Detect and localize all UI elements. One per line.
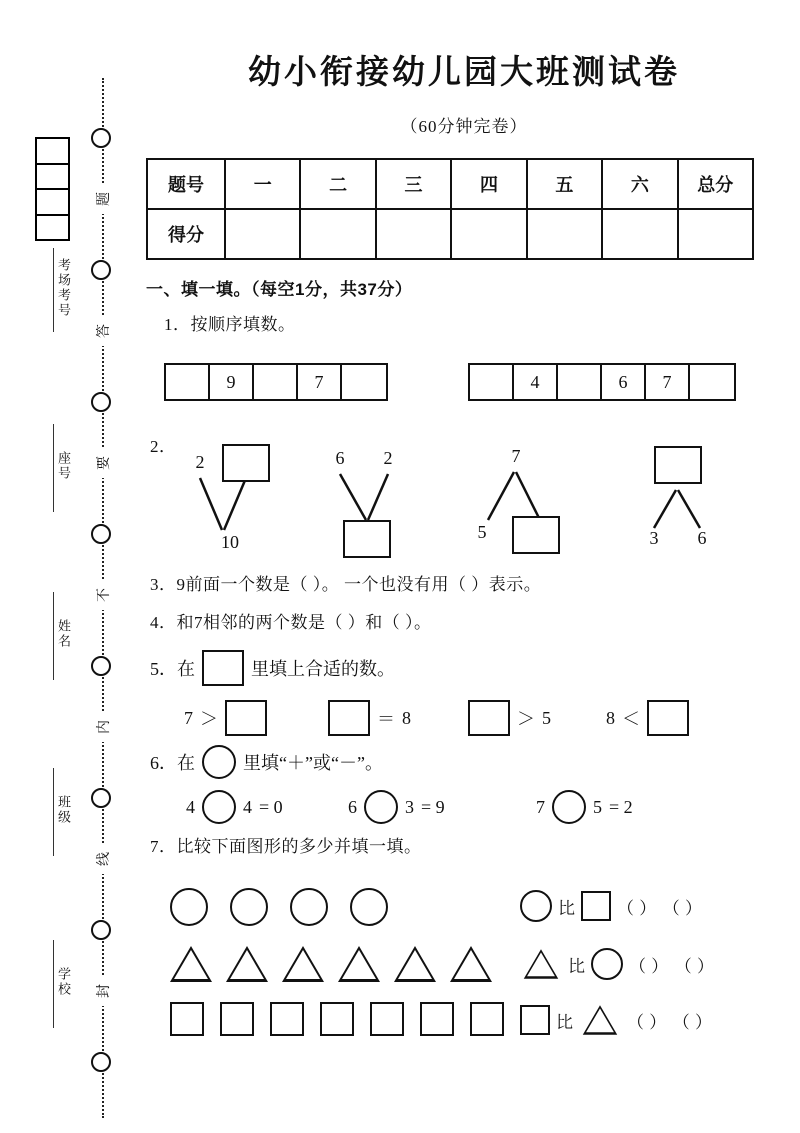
table-row bbox=[147, 159, 753, 209]
square-shape bbox=[370, 1002, 404, 1036]
number-cell[interactable]: 7 bbox=[646, 365, 690, 399]
seal-char: 要 bbox=[90, 448, 116, 478]
score-table-col-6: 六 bbox=[602, 159, 677, 209]
field-exam-number[interactable] bbox=[47, 248, 73, 332]
q5-expr2-right: 8 bbox=[402, 707, 411, 728]
seal-ring bbox=[91, 524, 111, 544]
page-subtitle: （60分钟完卷） bbox=[400, 117, 528, 136]
shape-row-circles bbox=[170, 888, 388, 926]
score-row-label: 得分 bbox=[147, 209, 225, 259]
question-6-sample-circle bbox=[202, 745, 236, 779]
comparison-1-word: 比 bbox=[558, 898, 575, 918]
q6-expression-3 bbox=[536, 790, 633, 824]
field-school-rule bbox=[53, 940, 54, 1028]
field-class[interactable] bbox=[47, 768, 73, 856]
q5-expr4-blank[interactable] bbox=[647, 700, 689, 736]
table-row bbox=[147, 209, 753, 259]
comparison-3-blank-2[interactable]: （ ） bbox=[672, 1012, 713, 1032]
question-7-text: 7．比较下面图形的多少并填一填。 bbox=[150, 837, 422, 856]
bond-top-left-value: 2 bbox=[195, 452, 205, 472]
field-exam-number-label: 考场考号 bbox=[56, 258, 71, 318]
comparison-2-word: 比 bbox=[568, 956, 585, 976]
question-2-text: 2． bbox=[150, 437, 177, 456]
q5-expr3-blank[interactable] bbox=[468, 700, 510, 736]
triangle-shape bbox=[226, 946, 268, 982]
score-cell[interactable] bbox=[300, 209, 375, 259]
number-cell[interactable] bbox=[690, 365, 734, 399]
q6-expr3-operator-blank[interactable] bbox=[552, 790, 586, 824]
score-table-col-2: 二 bbox=[300, 159, 375, 209]
q5-expr1-operator: ＞ bbox=[200, 709, 218, 729]
exam-number-grid[interactable] bbox=[35, 137, 70, 241]
q5-expr4-left: 8 bbox=[606, 707, 615, 728]
score-table-col-1: 一 bbox=[225, 159, 300, 209]
q5-expr2-operator: ＝ bbox=[377, 709, 395, 729]
bond-bottom-blank[interactable] bbox=[343, 520, 391, 558]
q6-expr1-a: 4 bbox=[186, 796, 195, 817]
q6-expr1-operator-blank[interactable] bbox=[202, 790, 236, 824]
q5-expr3-right: 5 bbox=[542, 707, 551, 728]
square-shape bbox=[170, 1002, 204, 1036]
circle-shape bbox=[350, 888, 388, 926]
q5-expression-4 bbox=[606, 700, 689, 736]
score-table bbox=[146, 158, 754, 260]
triangle-shape bbox=[583, 1005, 617, 1035]
question-3-text: 3．9前面一个数是（ ）。 一个也没有用（ ）表示。 bbox=[150, 575, 542, 594]
seal-ring bbox=[91, 392, 111, 412]
field-school-label: 学校 bbox=[56, 967, 71, 997]
number-bond-4 bbox=[628, 440, 778, 558]
seal-char: 内 bbox=[90, 712, 116, 742]
score-table-header-label: 题号 bbox=[147, 159, 225, 209]
score-table-col-5: 五 bbox=[527, 159, 602, 209]
triangle-shape bbox=[450, 946, 492, 982]
exam-number-cell[interactable] bbox=[37, 165, 68, 191]
q5-expression-3 bbox=[468, 700, 551, 736]
question-6-text bbox=[150, 745, 383, 779]
comparison-3-blank-1[interactable]: （ ） bbox=[627, 1012, 667, 1032]
field-student-name-label: 姓名 bbox=[56, 619, 71, 649]
field-school[interactable] bbox=[47, 940, 73, 1028]
comparison-1-blank-1[interactable]: （ ） bbox=[617, 898, 657, 918]
bond-bottom-value: 10 bbox=[221, 532, 239, 552]
number-bond-3 bbox=[468, 440, 618, 558]
number-cell[interactable] bbox=[558, 365, 602, 399]
square-shape bbox=[470, 1002, 504, 1036]
score-table-col-4: 四 bbox=[451, 159, 526, 209]
number-cell[interactable]: 7 bbox=[298, 365, 342, 399]
seal-margin bbox=[0, 0, 128, 1133]
question-5-sample-box bbox=[202, 650, 244, 686]
seal-ring bbox=[91, 788, 111, 808]
exam-number-cell[interactable] bbox=[37, 190, 68, 216]
seal-char: 封 bbox=[90, 976, 116, 1006]
square-shape bbox=[520, 1005, 550, 1035]
q5-expr1-left: 7 bbox=[184, 707, 193, 728]
triangle-shape bbox=[282, 946, 324, 982]
square-shape bbox=[420, 1002, 454, 1036]
q6-expr2-operator-blank[interactable] bbox=[364, 790, 398, 824]
q6-expr1-result: = 0 bbox=[259, 796, 283, 817]
field-class-rule bbox=[53, 768, 54, 856]
bond-bottom-right-blank[interactable] bbox=[512, 516, 560, 554]
seal-char: 不 bbox=[90, 580, 116, 610]
circle-shape bbox=[520, 890, 552, 922]
number-cell[interactable] bbox=[342, 365, 386, 399]
circle-shape bbox=[290, 888, 328, 926]
number-strip-left[interactable] bbox=[164, 363, 388, 401]
question-6-text-after: 里填“＋”或“－”。 bbox=[243, 753, 383, 773]
triangle-shape bbox=[524, 949, 558, 979]
q5-expr2-blank[interactable] bbox=[328, 700, 370, 736]
question-6-text-before: 6．在 bbox=[150, 753, 195, 773]
bond-top-value: 7 bbox=[511, 446, 521, 466]
score-table-col-3: 三 bbox=[376, 159, 451, 209]
score-cell[interactable] bbox=[225, 209, 300, 259]
seal-ring bbox=[91, 260, 111, 280]
number-cell[interactable]: 9 bbox=[210, 365, 254, 399]
seal-ring bbox=[91, 920, 111, 940]
comparison-row-3 bbox=[520, 1002, 713, 1038]
comparison-3-word: 比 bbox=[556, 1012, 573, 1032]
question-5-text bbox=[150, 650, 395, 686]
score-cell[interactable] bbox=[451, 209, 526, 259]
comparison-row-2 bbox=[520, 946, 715, 982]
field-student-name-rule bbox=[53, 592, 54, 680]
seal-line bbox=[88, 78, 118, 1118]
q6-expr2-a: 6 bbox=[348, 796, 357, 817]
field-class-label: 班级 bbox=[56, 795, 71, 825]
field-seat-number[interactable] bbox=[47, 424, 73, 512]
q6-expr2-b: 3 bbox=[405, 796, 414, 817]
exam-number-cell[interactable] bbox=[37, 216, 68, 240]
seal-char: 答 bbox=[90, 316, 116, 346]
q5-expr1-blank[interactable] bbox=[225, 700, 267, 736]
seal-char: 线 bbox=[90, 844, 116, 874]
q6-expr2-result: = 9 bbox=[421, 796, 445, 817]
circle-shape bbox=[230, 888, 268, 926]
triangle-shape bbox=[170, 946, 212, 982]
seal-ring bbox=[91, 656, 111, 676]
number-cell[interactable]: 4 bbox=[514, 365, 558, 399]
bond-bottom-right-value: 6 bbox=[697, 528, 707, 548]
bond-bottom-left-value: 5 bbox=[477, 522, 487, 542]
test-paper-sheet bbox=[128, 0, 800, 1133]
score-cell[interactable] bbox=[376, 209, 451, 259]
question-4-text: 4．和7相邻的两个数是（ ）和（ ）。 bbox=[150, 613, 432, 632]
triangle-shape bbox=[394, 946, 436, 982]
q5-expr3-operator: ＞ bbox=[517, 709, 535, 729]
score-cell[interactable] bbox=[678, 209, 753, 259]
seal-ring bbox=[91, 128, 111, 148]
number-cell[interactable] bbox=[166, 365, 210, 399]
shape-row-squares bbox=[170, 1002, 504, 1036]
square-shape bbox=[581, 891, 611, 921]
shape-row-triangles bbox=[170, 946, 492, 982]
comparison-row-1 bbox=[520, 890, 703, 922]
circle-shape bbox=[591, 948, 623, 980]
q6-expr1-b: 4 bbox=[243, 796, 252, 817]
q6-expression-2 bbox=[348, 790, 445, 824]
score-cell[interactable] bbox=[527, 209, 602, 259]
score-table-col-total: 总分 bbox=[678, 159, 753, 209]
score-cell[interactable] bbox=[602, 209, 677, 259]
field-student-name[interactable] bbox=[47, 592, 73, 680]
circle-shape bbox=[170, 888, 208, 926]
comparison-2-blank-2[interactable]: （ ） bbox=[674, 956, 715, 976]
exam-number-cell[interactable] bbox=[37, 139, 68, 165]
seal-char: 题 bbox=[90, 184, 116, 214]
bond-top-left-value: 6 bbox=[335, 448, 345, 468]
square-shape bbox=[320, 1002, 354, 1036]
seal-ring bbox=[91, 1052, 111, 1072]
number-cell[interactable]: 6 bbox=[602, 365, 646, 399]
number-strip-right[interactable] bbox=[468, 363, 736, 401]
question-5-text-before: 5．在 bbox=[150, 659, 195, 679]
square-shape bbox=[220, 1002, 254, 1036]
field-seat-number-rule bbox=[53, 424, 54, 512]
bond-top-right-blank[interactable] bbox=[222, 444, 270, 482]
section-1-heading: 一、填一填。（每空1分，共37分） bbox=[146, 280, 413, 299]
q6-expr3-a: 7 bbox=[536, 796, 545, 817]
number-cell[interactable] bbox=[254, 365, 298, 399]
field-exam-number-rule bbox=[53, 248, 54, 332]
bond-top-right-value: 2 bbox=[383, 448, 393, 468]
comparison-1-blank-2[interactable]: （ ） bbox=[662, 898, 703, 918]
question-5-text-after: 里填上合适的数。 bbox=[251, 659, 395, 679]
question-1-text: 1．按顺序填数。 bbox=[164, 315, 296, 334]
bond-bottom-left-value: 3 bbox=[649, 528, 659, 548]
field-seat-number-label: 座号 bbox=[56, 451, 71, 481]
q6-expr3-result: = 2 bbox=[609, 796, 633, 817]
number-bond-2 bbox=[318, 440, 468, 558]
page-title: 幼小衔接幼儿园大班测试卷 bbox=[248, 53, 680, 90]
number-bond-1 bbox=[174, 440, 324, 558]
q6-expression-1 bbox=[186, 790, 283, 824]
number-cell[interactable] bbox=[470, 365, 514, 399]
triangle-shape bbox=[338, 946, 380, 982]
q6-expr3-b: 5 bbox=[593, 796, 602, 817]
q5-expression-1 bbox=[184, 700, 267, 736]
bond-top-blank[interactable] bbox=[654, 446, 702, 484]
q5-expr4-operator: ＜ bbox=[622, 709, 640, 729]
q5-expression-2 bbox=[328, 700, 411, 736]
square-shape bbox=[270, 1002, 304, 1036]
comparison-2-blank-1[interactable]: （ ） bbox=[629, 956, 669, 976]
